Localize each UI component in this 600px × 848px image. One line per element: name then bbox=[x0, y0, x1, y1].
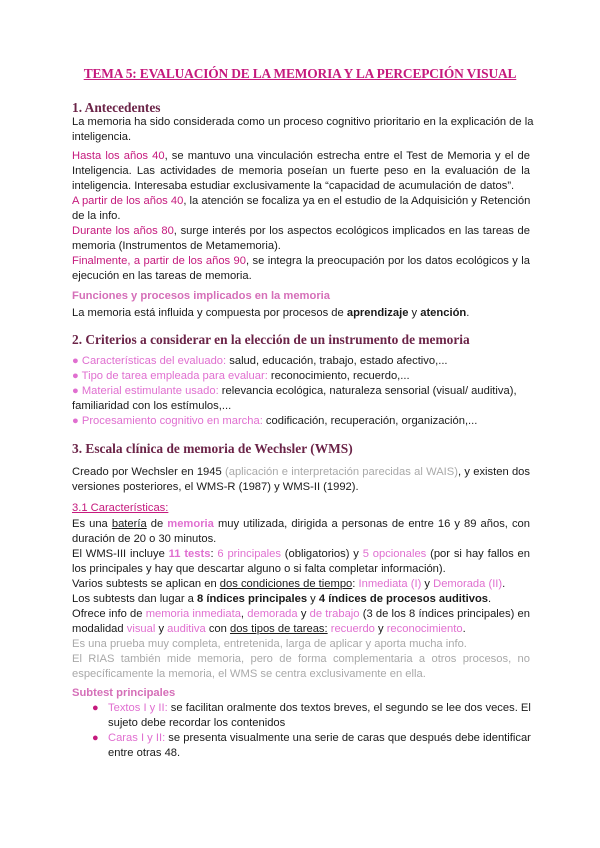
highlight-text: Durante los años 80 bbox=[72, 225, 174, 237]
text-span: versiones posteriores, el WMS-R (1987) y WMS-II (1992). bbox=[72, 481, 359, 493]
list-item bbox=[108, 730, 530, 746]
text-span: La memoria ha sido considerada como un proceso cognitivo prioritario en la explicación de la bbox=[72, 116, 534, 128]
grey-note-line bbox=[72, 651, 530, 667]
text-span: los principales y hay que descartar alguno o si falta completar información). bbox=[72, 563, 446, 575]
text-span: : bbox=[210, 548, 218, 560]
paragraph-line bbox=[72, 621, 530, 637]
bold-text: atención bbox=[420, 307, 467, 319]
text-span: , bbox=[240, 608, 248, 620]
highlight-text: demorada bbox=[247, 608, 298, 620]
highlight-text: recuerdo bbox=[330, 623, 375, 635]
paragraph-line bbox=[72, 606, 530, 622]
text-span: y bbox=[408, 307, 421, 319]
text-span: (por si hay fallos en bbox=[426, 548, 530, 560]
text-span: y bbox=[374, 623, 387, 635]
text-span: muy utilizada, dirigida a personas de entre 16 y 89 años, con bbox=[213, 518, 530, 530]
section-2-heading: 2. Criterios a considerar en la elección de un instrumento de memoria bbox=[72, 332, 470, 347]
criteria-label: ● Material estimulante usado: bbox=[72, 385, 219, 397]
text-span: El WMS-III incluye bbox=[72, 548, 169, 560]
highlight-text: reconocimiento bbox=[386, 623, 463, 635]
bullet-icon: ● bbox=[92, 732, 99, 744]
highlight-text: Caras I y II: bbox=[108, 732, 166, 744]
text-span: . bbox=[466, 307, 470, 319]
characteristics-heading bbox=[72, 500, 530, 516]
highlight-text: A partir de los años 40 bbox=[72, 195, 184, 207]
criteria-label: ● Tipo de tarea empleada para evaluar: bbox=[72, 370, 268, 382]
underlined-text: dos condiciones de tiempo bbox=[219, 578, 353, 590]
text-span: se facilitan oralmente dos textos breves, el segundo se lee dos veces. El bbox=[167, 702, 531, 714]
text-span: (obligatorios) y bbox=[280, 548, 363, 560]
highlight-text: Hasta los años 40 bbox=[72, 150, 165, 162]
highlight-text: de trabajo bbox=[309, 608, 360, 620]
text-span: salud, educación, trabajo, estado afectivo,... bbox=[226, 355, 448, 367]
paragraph-line bbox=[72, 464, 530, 480]
text-span: . bbox=[462, 623, 466, 635]
highlight-text: 5 opcionales bbox=[362, 548, 427, 560]
section-3-heading: 3. Escala clínica de memoria de Wechsler (WMS) bbox=[72, 441, 353, 456]
highlight-text: Textos I y II: bbox=[108, 702, 168, 714]
text-span: reconocimiento, recuerdo,... bbox=[267, 370, 410, 382]
list-item-continued bbox=[108, 715, 530, 731]
text-span: inteligencia. Interesaba estudiar exclusivamente la “capacidad de acumulación de datos”. bbox=[72, 180, 515, 192]
paragraph-line bbox=[72, 305, 530, 321]
text-span: , la atención se focaliza ya en el estudio de la Adquisición y Retención bbox=[183, 195, 531, 207]
paragraph-line bbox=[72, 193, 530, 209]
highlight-text: 6 principales bbox=[217, 548, 281, 560]
text-span: codificación, recuperación, organización,... bbox=[262, 415, 478, 427]
paragraph-line bbox=[72, 163, 530, 179]
text-span: y bbox=[155, 623, 168, 635]
text-span: Creado por Wechsler en 1945 bbox=[72, 466, 225, 478]
list-item bbox=[108, 700, 530, 716]
text-span: : bbox=[352, 578, 359, 590]
text-span: ejecución en las tareas de memoria. bbox=[72, 270, 252, 282]
bold-text: 4 índices de procesos auditivos bbox=[318, 593, 489, 605]
paragraph-line bbox=[72, 129, 530, 145]
text-span: Es una bbox=[72, 518, 112, 530]
text-span: y bbox=[297, 608, 310, 620]
subtest-principal-heading: Subtest principales bbox=[72, 687, 176, 699]
text-span: Inteligencia. Las actividades de memoria poseían un fuerte peso en la evaluación de la bbox=[72, 165, 530, 177]
text-span: Varios subtests se aplican en bbox=[72, 578, 220, 590]
text-span: duración de 20 o 30 minutos. bbox=[72, 533, 217, 545]
paragraph-line bbox=[72, 114, 534, 130]
text-span: de bbox=[146, 518, 168, 530]
text-span: sujeto debe recordar los contenidos bbox=[108, 717, 286, 729]
underlined-text: batería bbox=[111, 518, 147, 530]
text-span: familiaridad con los estímulos,... bbox=[72, 400, 232, 412]
list-item-continued bbox=[108, 745, 530, 761]
grey-text: El RIAS también mide memoria, pero de forma complementaria a otros procesos, no bbox=[72, 653, 530, 665]
highlight-text: memoria bbox=[167, 518, 214, 530]
text-span: inteligencia. bbox=[72, 131, 132, 143]
functions-subheading: Funciones y procesos implicados en la memoria bbox=[72, 290, 331, 302]
paragraph-line bbox=[72, 178, 530, 194]
criteria-item bbox=[72, 368, 530, 384]
criteria-item bbox=[72, 383, 530, 399]
paragraph-line bbox=[72, 253, 530, 269]
text-span: Ofrece info de bbox=[72, 608, 146, 620]
paragraph-line bbox=[72, 546, 530, 562]
text-span: . bbox=[488, 593, 492, 605]
highlight-text: auditiva bbox=[167, 623, 206, 635]
text-span: Los subtests dan lugar a bbox=[72, 593, 198, 605]
paragraph-line bbox=[72, 561, 530, 577]
text-span: modalidad bbox=[72, 623, 127, 635]
bold-text: aprendizaje bbox=[346, 307, 409, 319]
criteria-item-continued bbox=[72, 398, 530, 414]
text-span: . bbox=[502, 578, 506, 590]
text-span: , y existen dos bbox=[457, 466, 530, 478]
grey-text: específicamente la memoria, el WMS se centra exclusivamente en ella. bbox=[72, 668, 426, 680]
highlight-text: Inmediata (I) bbox=[358, 578, 422, 590]
grey-note-line bbox=[72, 666, 530, 682]
text-span: y bbox=[307, 593, 319, 605]
text-span: con bbox=[205, 623, 230, 635]
text-span: se presenta visualmente una serie de caras que después debe identificar bbox=[165, 732, 531, 744]
text-span: de la info. bbox=[72, 210, 121, 222]
paragraph-line bbox=[72, 148, 530, 164]
highlight-text: Finalmente, a partir de los años 90 bbox=[72, 255, 246, 267]
underlined-text: dos tipos de tareas: bbox=[229, 623, 328, 635]
paragraph-line bbox=[72, 208, 530, 224]
text-span: y bbox=[421, 578, 434, 590]
page-title: TEMA 5: EVALUACIÓN DE LA MEMORIA Y LA PERCEPCIÓN VISUAL bbox=[83, 66, 517, 81]
highlight-text: 11 tests bbox=[168, 548, 211, 560]
text-span: memoria (Instrumentos de Metamemoria). bbox=[72, 240, 281, 252]
grey-text: (aplicación e interpretación parecidas al WAIS) bbox=[225, 466, 458, 478]
highlight-text: visual bbox=[126, 623, 156, 635]
grey-note-line bbox=[72, 636, 530, 652]
criteria-item bbox=[72, 353, 530, 369]
text-span: , surge interés por los aspectos ecológicos implicados en las tareas de bbox=[173, 225, 530, 237]
paragraph-line bbox=[72, 591, 530, 607]
paragraph-line bbox=[72, 516, 530, 532]
underlined-heading: 3.1 Características: bbox=[72, 502, 169, 514]
text-span: La memoria está influida y compuesta por procesos de bbox=[72, 307, 347, 319]
text-span: (3 de los 8 índices principales) en bbox=[359, 608, 530, 620]
criteria-item bbox=[72, 413, 530, 429]
bullet-icon: ● bbox=[92, 702, 99, 714]
paragraph-line bbox=[72, 531, 530, 547]
text-span: , se integra la preocupación por los datos ecológicos y la bbox=[246, 255, 530, 267]
highlight-text: Demorada (II) bbox=[433, 578, 503, 590]
text-span: relevancia ecológica, naturaleza sensorial (visual/ auditiva), bbox=[218, 385, 517, 397]
highlight-text: memoria inmediata bbox=[145, 608, 241, 620]
section-1-heading: 1. Antecedentes bbox=[72, 100, 161, 115]
paragraph-line bbox=[72, 223, 530, 239]
paragraph-line bbox=[72, 576, 530, 592]
criteria-label: ● Procesamiento cognitivo en marcha: bbox=[72, 415, 263, 427]
bold-text: 8 índices principales bbox=[197, 593, 308, 605]
paragraph-line bbox=[72, 479, 530, 495]
text-span: , se mantuvo una vinculación estrecha entre el Test de Memoria y el de bbox=[164, 150, 531, 162]
text-span: entre otras 48. bbox=[108, 747, 181, 759]
paragraph-line bbox=[72, 238, 530, 254]
paragraph-line bbox=[72, 268, 530, 284]
grey-text: Es una prueba muy completa, entretenida, larga de aplicar y aporta mucha info. bbox=[72, 638, 467, 650]
criteria-label: ● Características del evaluado: bbox=[72, 355, 227, 367]
